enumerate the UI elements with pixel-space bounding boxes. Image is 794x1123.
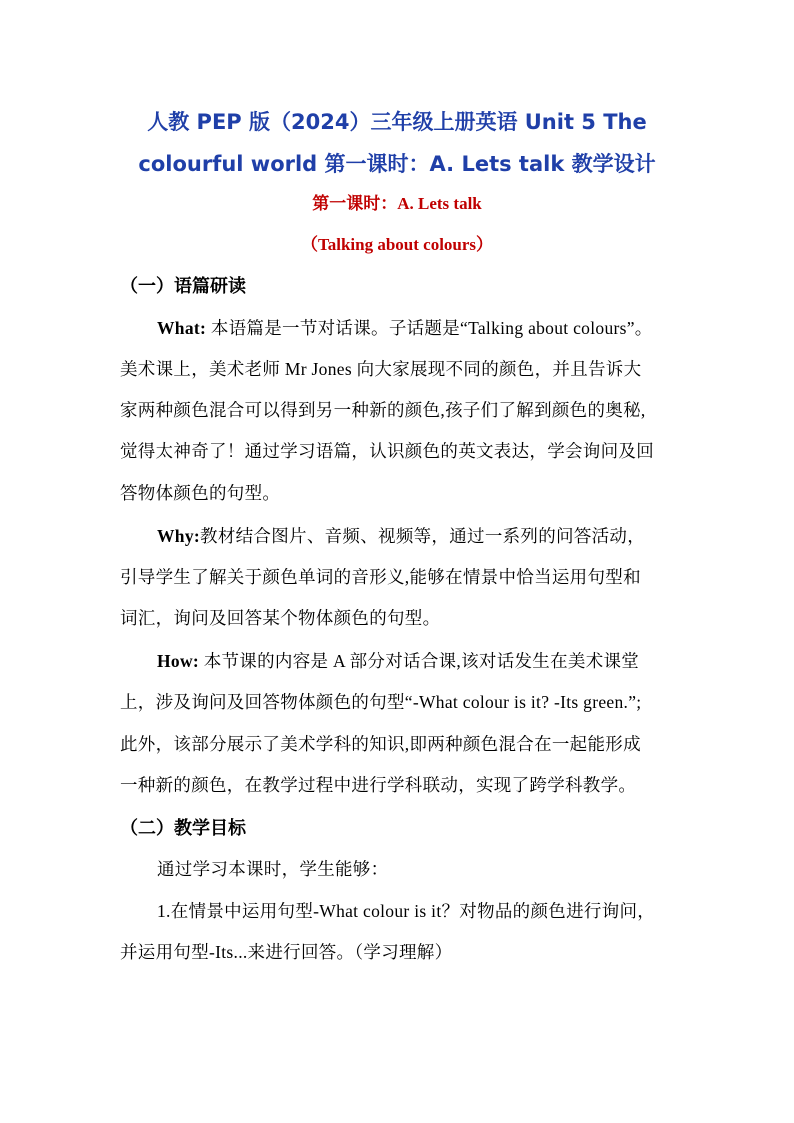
goal-1-line: 1.在情景中运用句型-What colour is it？对物品的颜色进行询问，: [157, 901, 656, 921]
what-paragraph-line: 觉得太神奇了！通过学习语篇，认识颜色的英文表达，学会询问及回: [120, 441, 654, 461]
what-paragraph-line: 答物体颜色的句型。: [120, 483, 281, 503]
what-paragraph-line: 美术课上，美术老师 Mr Jones 向大家展现不同的颜色，并且告诉大: [120, 359, 642, 379]
how-paragraph-line: [157, 648, 680, 673]
why-paragraph-line: [157, 523, 680, 548]
how-line-text: 本节课的内容是 A 部分对话合课,该对话发生在美术课堂: [199, 651, 640, 671]
what-paragraph-line: [157, 315, 680, 340]
why-paragraph-line: 引导学生了解关于颜色单词的音形义,能够在情景中恰当运用句型和: [120, 567, 641, 587]
how-paragraph-line: 一种新的颜色，在教学过程中进行学科联动，实现了跨学科教学。: [120, 775, 637, 795]
goals-intro: 通过学习本课时，学生能够：: [157, 859, 389, 879]
document-title-line-1: 人教 PEP 版（2024）三年级上册英语 Unit 5 The: [147, 110, 647, 134]
section-heading-text-analysis: （一）语篇研读: [120, 276, 246, 297]
how-label: How:: [157, 651, 200, 671]
section-heading-teaching-goals: （二）教学目标: [120, 818, 246, 839]
document-title-line-2: colourful world 第一课时：A. Lets talk 教学设计: [138, 152, 656, 176]
goal-1-line: 并运用句型-Its...来进行回答。（学习理解）: [120, 942, 453, 962]
what-paragraph-line: 家两种颜色混合可以得到另一种新的颜色,孩子们了解到颜色的奥秘,: [120, 400, 646, 420]
how-paragraph-line: 此外，该部分展示了美术学科的知识,即两种颜色混合在一起能形成: [120, 734, 641, 754]
lesson-topic: （Talking about colours）: [300, 235, 494, 254]
how-paragraph-line: 上，涉及询问及回答物体颜色的句型“-What colour is it? -Its green.”;: [120, 692, 642, 712]
why-line-text: 教材结合图片、音频、视频等，通过一系列的问答活动，: [200, 526, 646, 546]
why-label: Why:: [157, 526, 201, 546]
why-paragraph-line: 词汇，询问及回答某个物体颜色的句型。: [120, 608, 441, 628]
what-label: What:: [157, 318, 207, 338]
lesson-subtitle: 第一课时：A. Lets talk: [312, 194, 482, 213]
what-line-text: 本语篇是一节对话课。子话题是“Talking about colours”。: [206, 318, 653, 338]
